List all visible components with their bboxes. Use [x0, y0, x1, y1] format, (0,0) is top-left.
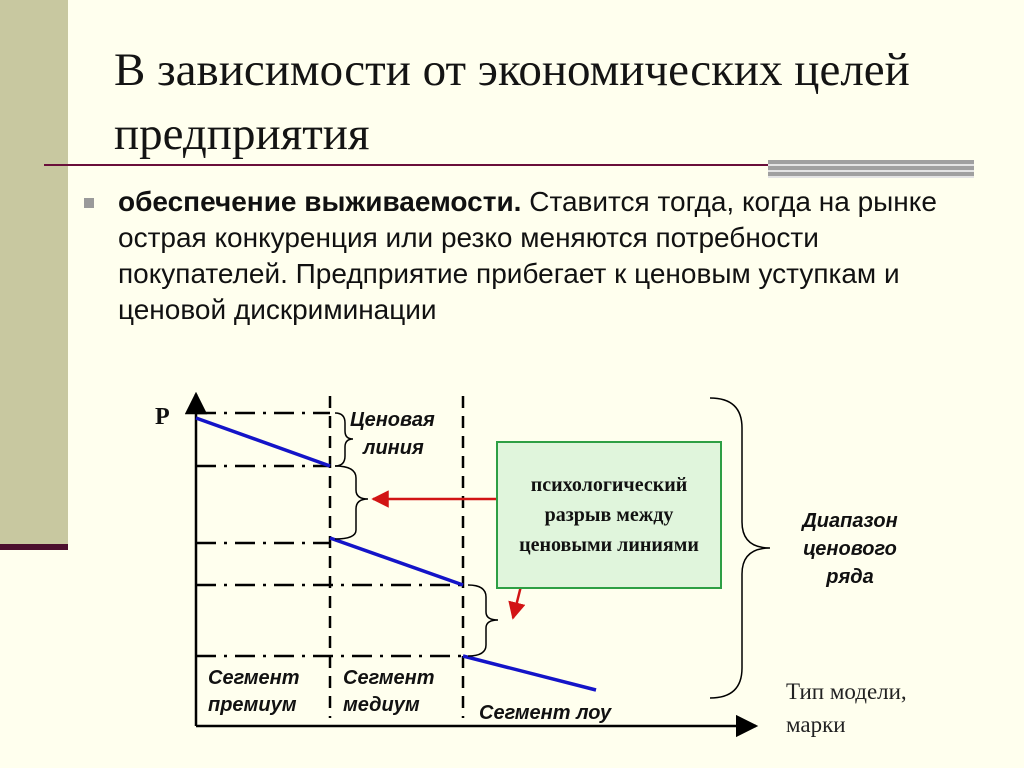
price-line-premium	[196, 418, 330, 466]
segment-medium-label-2: медиум	[343, 694, 420, 716]
price-line-low	[463, 656, 596, 690]
segment-medium-label-1: Сегмент	[343, 667, 435, 689]
price-line-label-1: Ценовая	[350, 409, 435, 431]
range-label-1: Диапазон	[802, 510, 898, 532]
brace-gap-upper	[335, 466, 368, 539]
psychological-gap-box	[496, 441, 722, 589]
price-line-label-2: линия	[363, 437, 424, 459]
bullet-lead: обеспечение выживаемости.	[118, 186, 522, 217]
brace-gap-lower	[468, 585, 498, 656]
segment-premium-label-1: Сегмент	[208, 667, 300, 689]
segment-low-label: Сегмент лоу	[479, 702, 612, 724]
x-axis-label-2: марки	[786, 712, 846, 737]
x-axis-label-1: Тип модели,	[786, 679, 907, 704]
slide-title: В зависимости от экономических целей предприятия	[114, 44, 910, 160]
range-label-3: ряда	[826, 566, 874, 588]
price-line-medium	[330, 538, 463, 585]
y-axis-label: P	[155, 404, 170, 430]
bullet-body: Ставится тогда, когда на рынке острая конкуренция или резко меняются потребности покупателей. Предприятие прибегает к ценовым уступкам и ценовой дискриминации	[118, 186, 937, 325]
segment-premium-label-2: премиум	[208, 694, 297, 716]
psychological-gap-text: психологический разрыв между ценовыми линиями	[519, 474, 699, 556]
range-label-2: ценового	[803, 538, 897, 560]
